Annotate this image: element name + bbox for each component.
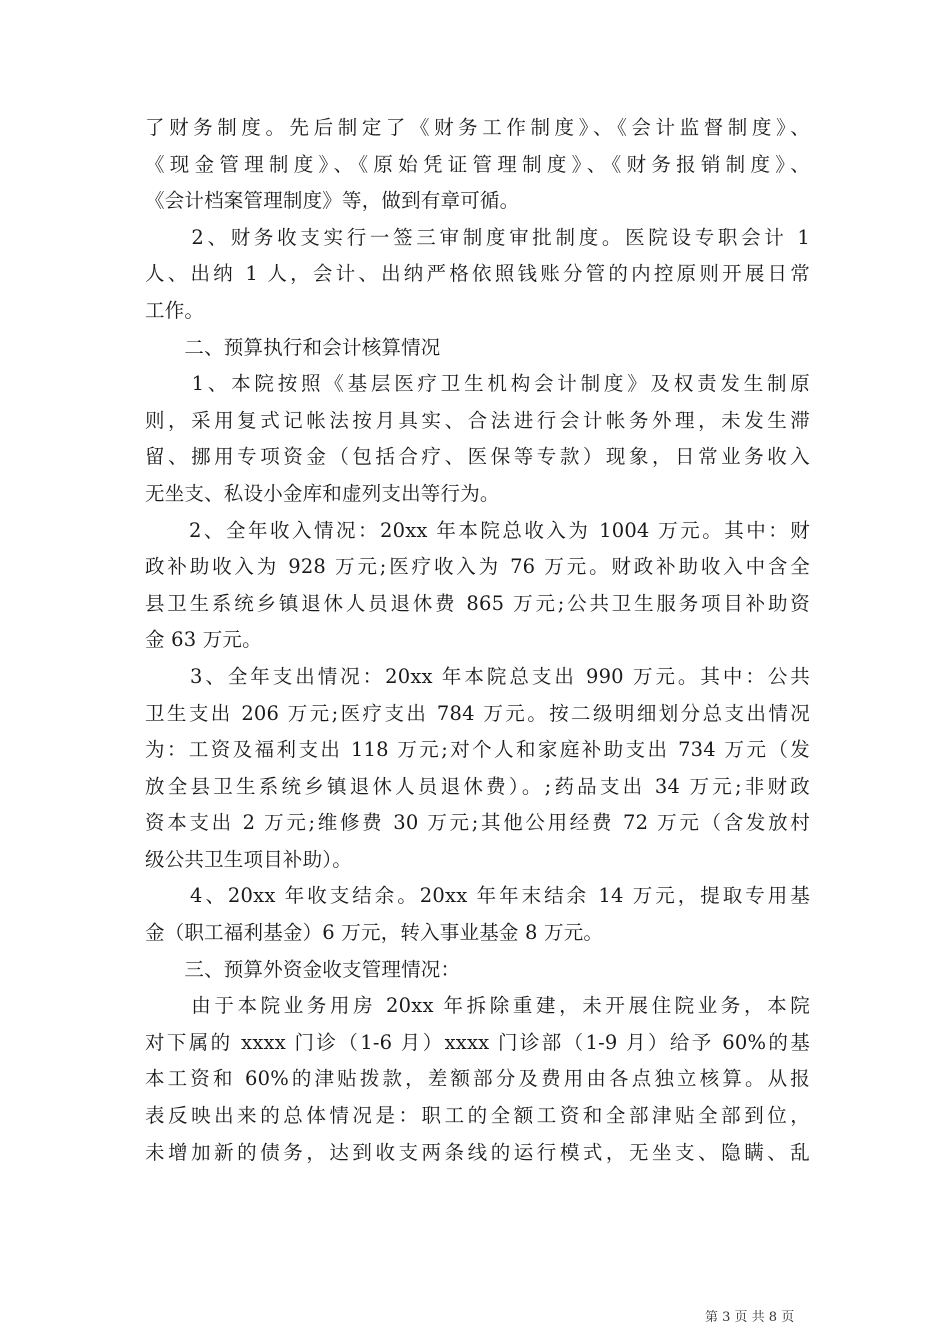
text-line: 对下属的 xxxx 门诊（1-6 月）xxxx 门诊部（1-9 月）给予 60%的基 [145, 1030, 810, 1054]
text-line: 二、预算执行和会计核算情况 [145, 335, 441, 359]
text-line: 4、20xx 年收支结余。20xx 年年末结余 14 万元，提取专用基 [145, 884, 810, 908]
text-line: 级公共卫生项目补助）。 [145, 847, 352, 871]
text-line: 三、预算外资金收支管理情况： [145, 957, 461, 981]
text-line: 卫生支出 206 万元;医疗支出 784 万元。按二级明细划分总支出情况 [145, 701, 810, 725]
text-line: 资本支出 2 万元;维修费 30 万元;其他公用经费 72 万元（含发放村 [145, 811, 810, 835]
text-line: 政补助收入为 928 万元;医疗收入为 76 万元。财政补助收入中含全 [145, 555, 810, 579]
text-line: 《现金管理制度》、《原始凭证管理制度》、《财务报销制度》、 [145, 152, 810, 176]
text-line: 则，采用复式记帐法按月具实、合法进行会计帐务外理，未发生滞 [145, 408, 810, 432]
text-line: 放全县卫生系统乡镇退休人员退休费）。;药品支出 34 万元;非财政 [145, 774, 810, 798]
text-line: 工作。 [145, 298, 205, 322]
text-line: 2、全年收入情况：20xx 年本院总收入为 1004 万元。其中：财 [145, 518, 810, 542]
text-line: 留、挪用专项资金（包括合疗、医保等专款）现象，日常业务收入 [145, 445, 810, 469]
text-line: 未增加新的债务，达到收支两条线的运行模式，无坐支、隐瞒、乱 [145, 1140, 810, 1164]
text-line: 表反映出来的总体情况是：职工的全额工资和全部津贴全部到位， [145, 1104, 810, 1128]
text-line: 1、本院按照《基层医疗卫生机构会计制度》及权责发生制原 [145, 372, 810, 396]
text-line: 了财务制度。先后制定了《财务工作制度》、《会计监督制度》、 [145, 116, 810, 139]
page-number: 第 3 页 共 8 页 [705, 1310, 795, 1325]
document-body [145, 110, 810, 1171]
text-line: 无坐支、私设小金库和虚列支出等行为。 [145, 481, 500, 505]
text-line: 本工资和 60%的津贴拨款，差额部分及费用由各点独立核算。从报 [145, 1067, 810, 1091]
text-line: 人、出纳 1 人，会计、出纳严格依照钱账分管的内控原则开展日常 [145, 262, 810, 286]
text-line: 金 63 万元。 [145, 628, 262, 652]
text-line: 县卫生系统乡镇退休人员退休费 865 万元;公共卫生服务项目补助资 [145, 591, 810, 615]
text-line: 《会计档案管理制度》等，做到有章可循。 [145, 189, 520, 213]
text-line: 由于本院业务用房 20xx 年拆除重建，未开展住院业务，本院 [145, 994, 810, 1018]
text-line: 金（职工福利基金）6 万元，转入事业基金 8 万元。 [145, 921, 604, 945]
text-line: 2、财务收支实行一签三审制度审批制度。医院设专职会计 1 [145, 225, 810, 249]
text-line: 3、全年支出情况：20xx 年本院总支出 990 万元。其中：公共 [145, 664, 810, 688]
text-line: 为：工资及福利支出 118 万元;对个人和家庭补助支出 734 万元（发 [145, 738, 810, 762]
